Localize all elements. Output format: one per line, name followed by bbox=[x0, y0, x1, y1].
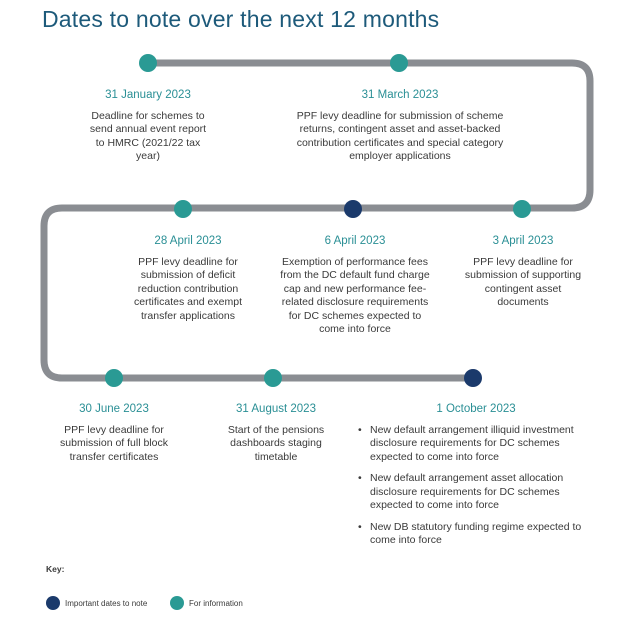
milestone-dot-30-june bbox=[105, 369, 123, 387]
event-date: 30 June 2023 bbox=[79, 403, 149, 415]
event-description: PPF levy deadline for submission of full block transfer certificates bbox=[60, 423, 168, 463]
list-item bbox=[356, 472, 596, 513]
legend-item-important bbox=[46, 596, 147, 610]
event-description: PPF levy deadline for submission of deficit reduction contribution certificates and exempt transfer applications bbox=[134, 255, 242, 322]
list-item-text: New default arrangement illiquid investment disclosure requirements for DC schemes expected to come into force bbox=[370, 423, 574, 463]
list-item-text: New DB statutory funding regime expected to come into force bbox=[370, 520, 582, 546]
event-31-august bbox=[218, 403, 334, 464]
legend-dot-important bbox=[46, 596, 60, 610]
event-date: 31 January 2023 bbox=[105, 89, 191, 101]
event-date: 28 April 2023 bbox=[154, 235, 222, 247]
milestone-dot-28-april bbox=[174, 200, 192, 218]
legend-label: For information bbox=[189, 598, 243, 608]
milestone-dot-6-april bbox=[344, 200, 362, 218]
event-28-april bbox=[118, 235, 258, 323]
legend-title: Key: bbox=[46, 564, 65, 574]
page-title: Dates to note over the next 12 months bbox=[42, 6, 440, 32]
event-date: 1 October 2023 bbox=[436, 403, 516, 415]
bullet-icon: • bbox=[358, 520, 362, 533]
list-item-text: New default arrangement asset allocation disclosure requirements for DC schemes expected to come into force bbox=[370, 472, 564, 511]
legend-dot-info bbox=[170, 596, 184, 610]
event-description: Deadline for schemes to send annual event report to HMRC (2021/22 tax year) bbox=[89, 109, 207, 162]
event-date: 3 April 2023 bbox=[492, 235, 554, 247]
milestone-dot-31-january bbox=[139, 54, 157, 72]
bullet-icon: • bbox=[358, 472, 362, 484]
event-description: Exemption of performance fees from the DC default fund charge cap and new performance fee-related disclosure requirements for DC schemes expected to come into force bbox=[280, 255, 430, 335]
event-description: PPF levy deadline for submission of scheme returns, contingent asset and asset-backed contribution certificates and special category employer applications bbox=[296, 109, 504, 162]
event-date: 31 March 2023 bbox=[361, 89, 439, 101]
event-description: PPF levy deadline for submission of supporting contingent asset documents bbox=[464, 255, 582, 308]
event-31-january bbox=[88, 89, 208, 164]
legend-label: Important dates to note bbox=[65, 598, 148, 608]
milestone-dot-3-april bbox=[513, 200, 531, 218]
list-item bbox=[356, 521, 596, 548]
legend bbox=[46, 564, 64, 574]
event-31-march bbox=[292, 89, 508, 164]
event-description: Start of the pensions dashboards staging timetable bbox=[227, 423, 325, 463]
bullet-icon: • bbox=[358, 423, 362, 436]
list-item bbox=[356, 424, 596, 465]
milestone-dot-31-march bbox=[390, 54, 408, 72]
event-3-april bbox=[458, 235, 588, 310]
legend-item-info bbox=[170, 596, 243, 610]
event-date: 31 August 2023 bbox=[236, 403, 316, 415]
event-bullet-list bbox=[356, 424, 596, 548]
event-30-june bbox=[52, 403, 176, 464]
milestone-dot-1-october bbox=[464, 369, 482, 387]
event-date: 6 April 2023 bbox=[324, 235, 386, 247]
event-6-april bbox=[280, 235, 430, 337]
event-1-october bbox=[356, 403, 596, 556]
milestone-dot-31-august bbox=[264, 369, 282, 387]
